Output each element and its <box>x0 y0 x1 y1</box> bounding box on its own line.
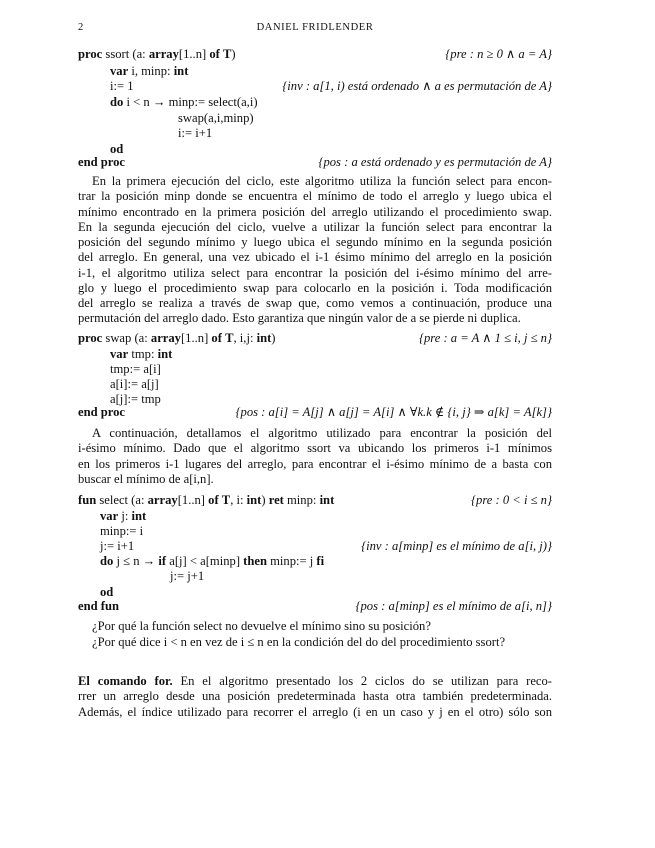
spec-text: {inv : a[1, i) está ordenado ∧ a es permutación de A} <box>282 79 552 93</box>
code-text: j:= i+1 <box>100 539 135 553</box>
code-text: i:= i+1 <box>178 126 213 140</box>
question: ¿Por qué dice i < n en vez de i ≤ n en la condición del do del procedimiento ssort? <box>92 635 506 649</box>
swap-line <box>78 404 552 420</box>
ssort-line <box>78 110 552 126</box>
code-text: fun select (a: array[1..n] of T, i: int) ret minp: int <box>78 493 335 507</box>
code-text: do j ≤ n → if a[j] < a[minp] then minp:= j fi <box>100 554 325 568</box>
code-text: a[j]:= tmp <box>110 392 161 406</box>
swap-line <box>78 330 552 346</box>
spec-text: {pre : n ≥ 0 ∧ a = A} <box>445 47 552 61</box>
question: ¿Por qué la función select no devuelve el mínimo sino su posición? <box>92 619 431 633</box>
code-text: minp:= i <box>100 524 144 538</box>
ssort-line <box>78 63 552 79</box>
swap-line <box>78 361 552 377</box>
paragraph-line: trar la posición minp donde se encuentra el mínimo de todo el arreglo y luego ubica el <box>78 189 552 204</box>
code-text: end fun <box>78 599 119 613</box>
section-title: El comando for. <box>78 674 173 688</box>
select-line <box>78 553 552 569</box>
paragraph-line: glo y luego el procedimiento swap para colocarlo en la posición i. Toda modificación <box>78 280 552 295</box>
paragraph-line: posición del segundo mínimo y luego ubica el segundo mínimo en la segunda posición <box>78 235 552 249</box>
code-text: od <box>100 585 114 599</box>
select-line <box>78 598 552 614</box>
paragraph-line: permutación del arreglo dado. Esto garantiza que ningún valor de a se pierde ni duplica. <box>78 311 521 326</box>
select-line <box>78 492 552 508</box>
code-text: swap(a,i,minp) <box>178 111 254 125</box>
spec-text: {pos : a[minp] es el mínimo de a[i, n]} <box>355 599 552 613</box>
page-number: 2 <box>78 22 84 33</box>
spec-text: {pos : a está ordenado y es permutación de A} <box>318 155 552 169</box>
code-text: end proc <box>78 155 126 169</box>
select-line <box>78 568 552 584</box>
ssort-line <box>78 125 552 141</box>
spec-text: {pos : a[i] = A[j] ∧ a[j] = A[i] ∧ ∀k.k ∉ {i, j} ⇒ a[k] = A[k]} <box>235 405 552 419</box>
code-text: var j: int <box>100 509 147 523</box>
ssort-line <box>78 154 552 170</box>
paragraph-line: rrer un arreglo desde una posición predeterminada hasta otra también predeterminada. <box>78 689 552 704</box>
paragraph <box>78 426 552 487</box>
code-text: var tmp: int <box>110 347 173 361</box>
ssort-line <box>78 46 552 62</box>
ssort-line <box>78 78 552 94</box>
select-line <box>78 523 552 539</box>
paragraph-line: i-1, el algoritmo utiliza select para encontrar la posición del i-ésimo mínimo del arre- <box>78 265 552 280</box>
paragraph-line: del arreglo. En general, una vez ubicado el i-1 ésimo mínimo del arreglo en la posición <box>78 250 552 265</box>
paragraph-line <box>78 674 552 689</box>
paragraph <box>78 174 552 327</box>
paragraph-line: en los primeros i-1 lugares del arreglo, para encontrar el i-ésimo mínimo de a basta con <box>78 456 552 471</box>
code-text: end proc <box>78 405 126 419</box>
code-text: do i < n → minp:= select(a,i) <box>110 95 258 109</box>
code-text: od <box>110 142 124 156</box>
paragraph-line: i-ésimo mínimo. Dado que el algoritmo ssort va ubicando los primeros i-1 mínimos <box>78 441 552 456</box>
code-text: proc swap (a: array[1..n] of T, i,j: int) <box>78 331 276 345</box>
paragraph-line: Además, el índice utilizado para recorrer el arreglo (i en un caso y j en el otro) sólo son <box>78 704 552 719</box>
header-author: DANIEL FRIDLENDER <box>256 22 374 33</box>
code-text: proc ssort (a: array[1..n] of T) <box>78 47 236 61</box>
code-text: var i, minp: int <box>110 64 189 78</box>
ssort-line <box>78 94 552 110</box>
paragraph-line: mínimo encontrado en la primera posición del arreglo utilizando el procedimiento swap. <box>78 204 552 219</box>
paragraph-line: En la segunda ejecución del ciclo, vuelve a utilizar la función select para encontrar la <box>78 219 552 234</box>
select-line <box>78 538 552 554</box>
swap-line <box>78 376 552 392</box>
spec-text: {pre : 0 < i ≤ n} <box>471 493 552 507</box>
paragraph-line: A continuación, detallamos el algoritmo utilizado para encontrar la posición del <box>92 426 552 440</box>
code-text: i:= 1 <box>110 79 134 93</box>
select-line <box>78 508 552 524</box>
paragraph-line: del arreglo se realiza a través de swap que, como vemos a continuación, produce una <box>78 296 552 310</box>
paragraph-line: En la primera ejecución del ciclo, este algoritmo utiliza la función select para encon- <box>92 174 552 188</box>
swap-line <box>78 346 552 362</box>
spec-text: {pre : a = A ∧ 1 ≤ i, j ≤ n} <box>418 331 552 345</box>
code-text: tmp:= a[i] <box>110 362 161 376</box>
code-text: a[i]:= a[j] <box>110 377 159 391</box>
code-text: j:= j+1 <box>170 569 205 583</box>
spec-text: {inv : a[minp] es el mínimo de a[i, j)} <box>361 539 552 553</box>
paragraph-line: buscar el mínimo de a[i,n]. <box>78 471 214 486</box>
section-text: En el algoritmo presentado los 2 ciclos do se utilizan para reco- <box>180 674 552 688</box>
section-for <box>78 674 552 720</box>
